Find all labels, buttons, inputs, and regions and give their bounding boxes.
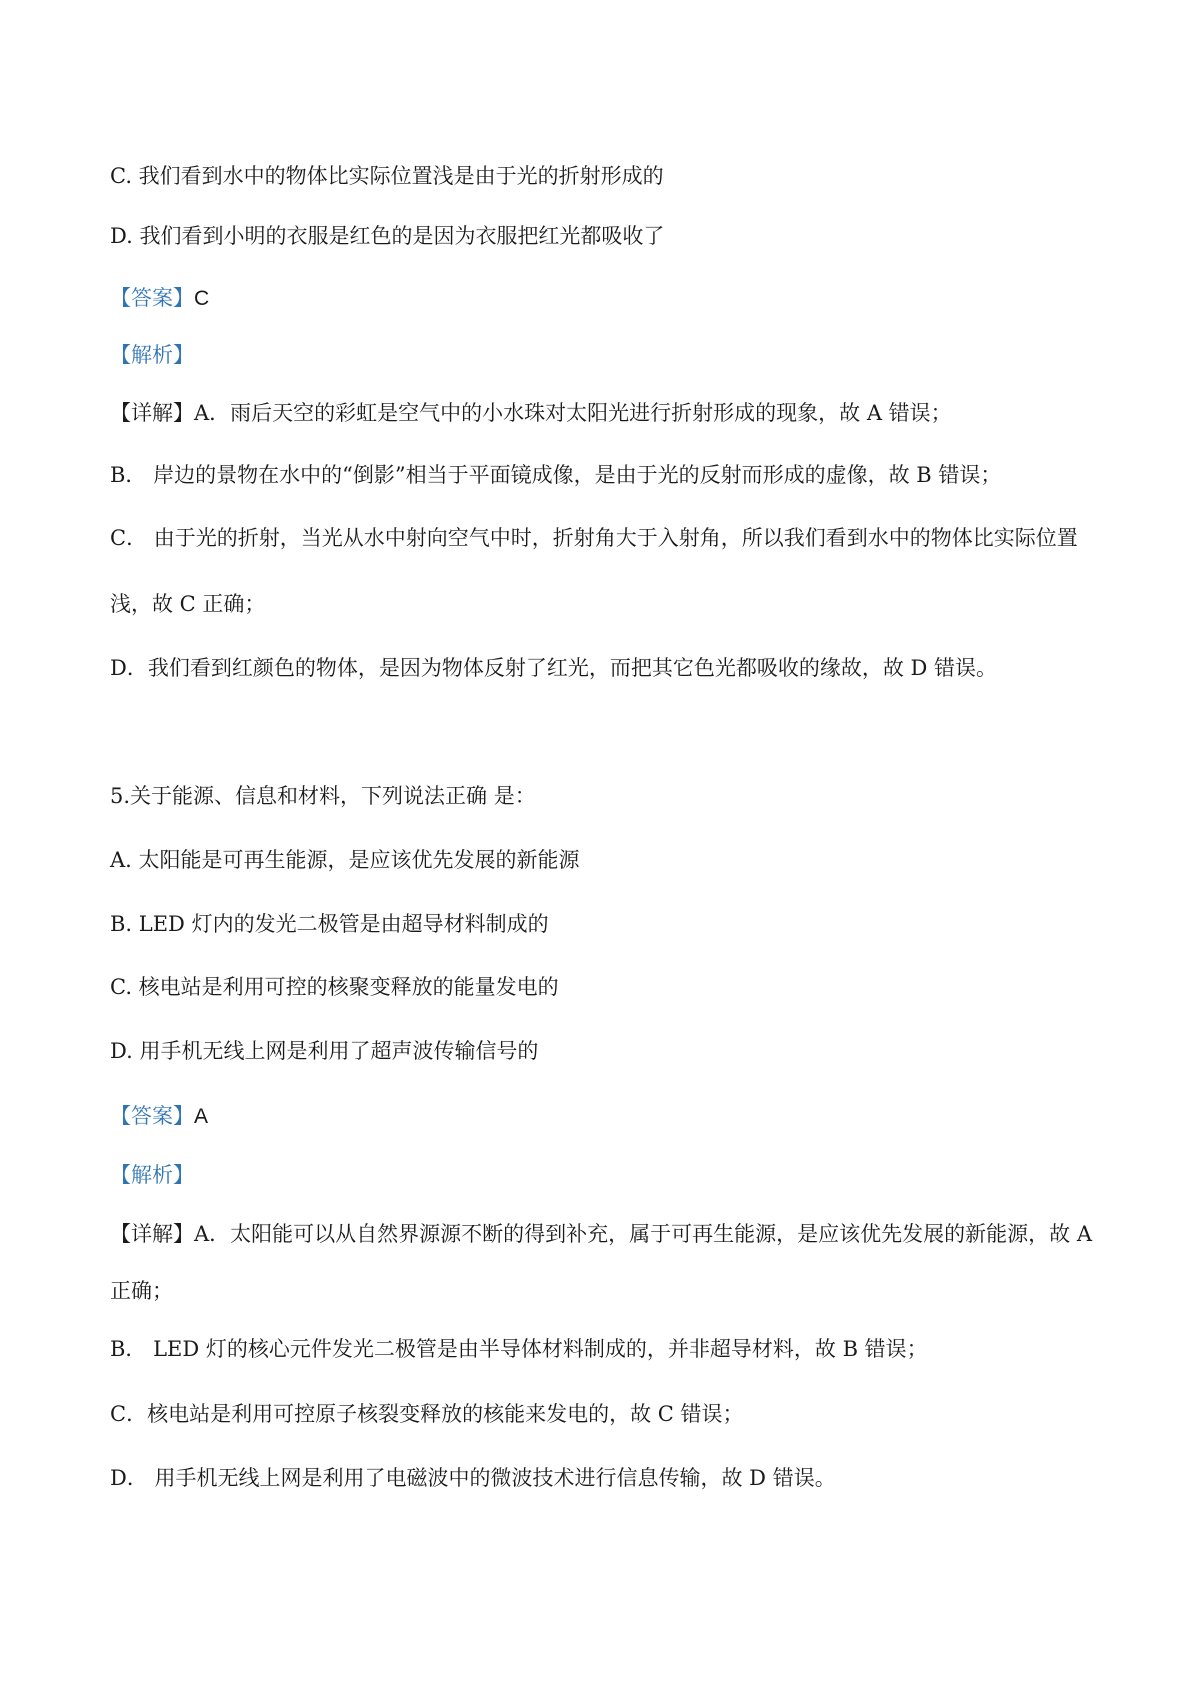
q5-question: 5.关于能源、信息和材料，下列说法正确 是：	[110, 784, 536, 808]
q4-answer	[110, 284, 209, 313]
q4-detail-d: D．我们看到红颜色的物体，是因为物体反射了红光，而把其它色光都吸收的缘故，故 D 错误。	[110, 656, 998, 680]
detail-a-text: A．太阳能可以从自然界源源不断的得到补充，属于可再生能源，是应该优先发展的新能源，故 A	[194, 1222, 1093, 1246]
q4-detail-c-1: C． 由于光的折射，当光从水中射向空气中时，折射角大于入射角，所以我们看到水中的物体比实际位置	[110, 526, 1078, 550]
q5-detail-b: B． LED 灯的核心元件发光二极管是由半导体材料制成的，并非超导材料，故 B 错误；	[110, 1337, 928, 1361]
detail-a-text: A．雨后天空的彩虹是空气中的小水珠对太阳光进行折射形成的现象，故 A 错误；	[194, 401, 952, 425]
q5-detail-a-1	[110, 1220, 1092, 1248]
q4-detail-a	[110, 399, 952, 427]
q4-option-c: C. 我们看到水中的物体比实际位置浅是由于光的折射形成的	[110, 164, 664, 188]
q5-analysis-label: 【解析】	[110, 1163, 194, 1187]
answer-label: 【答案】	[110, 286, 194, 310]
q5-option-b: B. LED 灯内的发光二极管是由超导材料制成的	[110, 912, 549, 936]
q5-detail-a-2: 正确；	[110, 1279, 173, 1303]
q5-detail-d: D． 用手机无线上网是利用了电磁波中的微波技术进行信息传输，故 D 错误。	[110, 1466, 836, 1490]
answer-value: A	[194, 1105, 209, 1128]
q4-analysis-label: 【解析】	[110, 343, 194, 367]
q4-detail-b: B． 岸边的景物在水中的“倒影”相当于平面镜成像，是由于光的反射而形成的虚像，故 B 错误；	[110, 463, 1002, 487]
q4-detail-c-2: 浅，故 C 正确；	[110, 592, 266, 616]
detail-label: 【详解】	[110, 1222, 194, 1246]
q5-detail-c: C．核电站是利用可控原子核裂变释放的核能来发电的，故 C 错误；	[110, 1402, 744, 1426]
q5-option-d: D. 用手机无线上网是利用了超声波传输信号的	[110, 1039, 539, 1063]
q5-option-a: A. 太阳能是可再生能源，是应该优先发展的新能源	[110, 848, 580, 872]
q5-answer	[110, 1102, 208, 1131]
q5-option-c: C. 核电站是利用可控的核聚变释放的能量发电的	[110, 975, 559, 999]
answer-label: 【答案】	[110, 1104, 194, 1128]
detail-label: 【详解】	[110, 401, 194, 425]
q4-option-d: D. 我们看到小明的衣服是红色的是因为衣服把红光都吸收了	[110, 224, 665, 248]
answer-value: C	[194, 287, 210, 310]
